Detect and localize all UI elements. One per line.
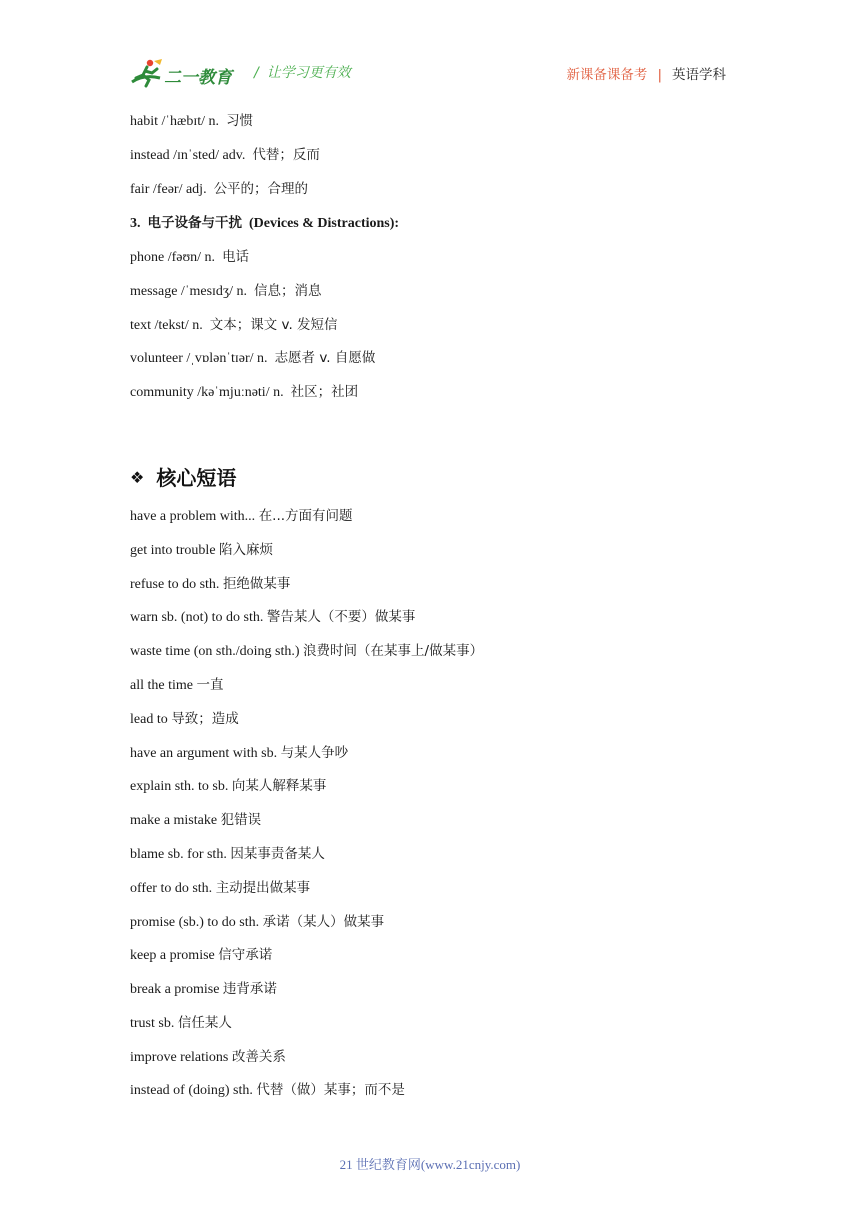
vocab-row: phone /fəʊn/ n. 电话 bbox=[130, 249, 250, 265]
phrase-row: all the time 一直 bbox=[130, 677, 224, 693]
vocab-row: volunteer /ˌvɒlənˈtɪər/ n. 志愿者 v. 自愿做 bbox=[130, 350, 376, 366]
phrase-row: waste time (on sth./doing sth.) 浪费时间（在某事上/做某事） bbox=[130, 643, 484, 659]
phrase-row: lead to 导致；造成 bbox=[130, 711, 239, 727]
phrase-row: warn sb. (not) to do sth. 警告某人（不要）做某事 bbox=[130, 609, 416, 625]
logo-text: 二一教育 bbox=[164, 68, 232, 88]
diamond-bullet-icon: ❖ bbox=[130, 468, 145, 487]
logo bbox=[130, 58, 240, 88]
vocab-row: habit /ˈhæbɪt/ n. 习惯 bbox=[130, 113, 254, 129]
vocab-row: instead /ɪnˈsted/ adv. 代替；反而 bbox=[130, 147, 320, 163]
phrase-row: have a problem with... 在...方面有问题 bbox=[130, 508, 353, 524]
phrase-row: blame sb. for sth. 因某事责备某人 bbox=[130, 846, 325, 862]
vocab-row: text /tekst/ n. 文本；课文 v. 发短信 bbox=[130, 317, 338, 333]
phrase-row: have an argument with sb. 与某人争吵 bbox=[130, 745, 349, 761]
phrase-row: offer to do sth. 主动提出做某事 bbox=[130, 880, 311, 896]
phrase-row: instead of (doing) sth. 代替（做）某事；而不是 bbox=[130, 1082, 405, 1098]
phrase-row: trust sb. 信任某人 bbox=[130, 1015, 232, 1031]
header-course: 新课备课备考 bbox=[566, 67, 648, 83]
section-heading bbox=[130, 462, 236, 491]
phrase-row: keep a promise 信守承诺 bbox=[130, 947, 273, 963]
subsection-heading: 3. 电子设备与干扰 (Devices & Distractions): bbox=[130, 215, 400, 231]
vocab-row: community /kəˈmjuːnəti/ n. 社区；社团 bbox=[130, 384, 359, 400]
page-header bbox=[130, 56, 726, 90]
phrase-row: make a mistake 犯错误 bbox=[130, 812, 262, 828]
page-footer: 21 世纪教育网(www.21cnjy.com) bbox=[339, 1157, 521, 1172]
phrase-row: improve relations 改善关系 bbox=[130, 1049, 286, 1065]
phrase-row: refuse to do sth. 拒绝做某事 bbox=[130, 576, 291, 592]
vocab-row: fair /feər/ adj. 公平的；合理的 bbox=[130, 181, 309, 197]
section-title: 核心短语 bbox=[156, 466, 237, 490]
header-subject-name: 英语学科 bbox=[672, 67, 726, 83]
vocab-row: message /ˈmesɪdʒ/ n. 信息；消息 bbox=[130, 283, 322, 299]
phrase-row: explain sth. to sb. 向某人解释某事 bbox=[130, 778, 327, 794]
phrase-row: get into trouble 陷入麻烦 bbox=[130, 542, 274, 558]
slogan: / 让学习更有效 bbox=[254, 65, 351, 81]
phrase-row: promise (sb.) to do sth. 承诺（某人）做某事 bbox=[130, 914, 385, 930]
header-subject: 新课备课备考 | 英语学科 bbox=[566, 67, 726, 83]
phrase-row: break a promise 违背承诺 bbox=[130, 981, 277, 997]
